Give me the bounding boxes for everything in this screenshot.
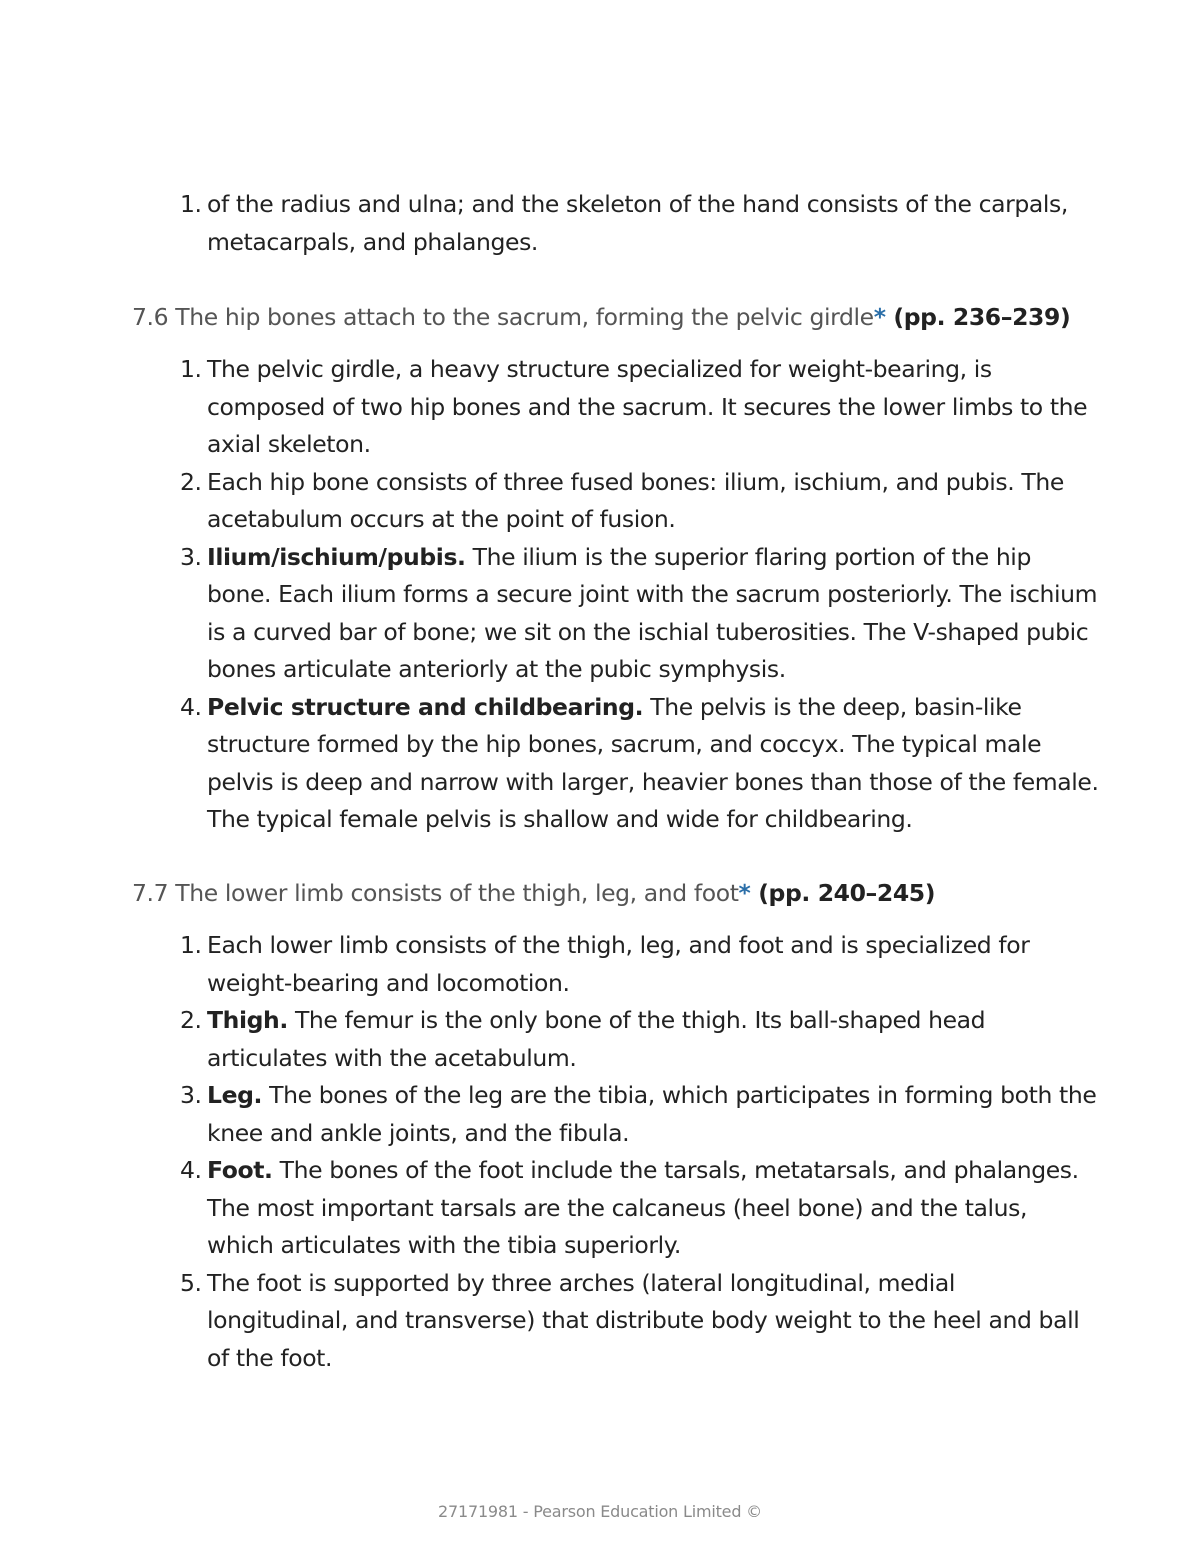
item-number: 1.	[180, 190, 202, 218]
asterisk-mark: *	[738, 879, 751, 907]
section-7-6-list	[0, 351, 1100, 839]
item-lead: Ilium/ischium/pubis.	[207, 542, 466, 571]
item-number: 3.	[180, 542, 202, 571]
item-number: 1.	[180, 931, 202, 959]
list-item	[0, 539, 1100, 689]
item-text: The pelvic girdle, a heavy structure specialized for weight-bearing, is composed of two hip bones and the sacrum. It secures the lower limbs to the axial skeleton.	[207, 355, 1088, 458]
item-text: The femur is the only bone of the thigh. Its ball-shaped head articulates with the acetabulum.	[207, 1006, 986, 1072]
list-item	[0, 1152, 1100, 1265]
item-lead: Pelvic structure and childbearing.	[207, 692, 644, 721]
page-reference: (pp. 236–239)	[885, 303, 1071, 331]
item-text: The bones of the leg are the tibia, which participates in forming both the knee and ankle joints, and the fibula.	[207, 1081, 1097, 1147]
item-text: Each lower limb consists of the thigh, leg, and foot and is specialized for weight-bearing and locomotion.	[207, 931, 1030, 997]
item-lead: Foot.	[207, 1156, 273, 1184]
item-text: The ilium is the superior flaring portion of the hip bone. Each ilium forms a secure joint with the sacrum posteriorly. The ischium is a curved bar of bone; we sit on the ischial tuberosities. The V-shaped pubic bones articulate anteriorly at the pubic symphysis.	[207, 542, 1098, 683]
list-item	[0, 1265, 1100, 1378]
asterisk-mark: *	[873, 303, 886, 331]
item-lead: Leg.	[207, 1081, 263, 1109]
item-number: 5.	[180, 1268, 202, 1297]
item-number: 4.	[180, 692, 202, 721]
list-item	[0, 351, 1100, 464]
section-heading-7-7	[132, 878, 935, 908]
intro-list	[0, 186, 1100, 261]
item-text: The pelvis is the deep, basin-like structure formed by the hip bones, sacrum, and coccyx. The typical male pelvis is deep and narrow with larger, heavier bones than those of the female. The typical female pelvis is shallow and wide for childbearing.	[207, 692, 1099, 833]
item-number: 2.	[180, 467, 202, 496]
item-lead: Thigh.	[207, 1006, 288, 1034]
list-item	[0, 1002, 1100, 1077]
section-title: 7.7 The lower limb consists of the thigh, leg, and foot	[132, 879, 739, 907]
section-title: 7.6 The hip bones attach to the sacrum, forming the pelvic girdle	[132, 303, 874, 331]
item-text: Each hip bone consists of three fused bones: ilium, ischium, and pubis. The acetabulum occurs at the point of fusion.	[207, 467, 1064, 533]
list-item	[0, 464, 1100, 539]
list-item	[0, 186, 1100, 261]
list-item	[0, 927, 1100, 1002]
item-number: 3.	[180, 1081, 202, 1109]
item-number: 2.	[180, 1006, 202, 1034]
section-7-7-list	[0, 927, 1100, 1377]
page-footer: 27171981 - Pearson Education Limited ©	[438, 1502, 762, 1521]
item-text: The foot is supported by three arches (lateral longitudinal, medial longitudinal, and transverse) that distribute body weight to the heel and ball of the foot.	[207, 1268, 1080, 1372]
section-heading-7-6	[132, 302, 1070, 332]
list-item	[0, 1077, 1100, 1152]
list-item	[0, 689, 1100, 839]
item-text: of the radius and ulna; and the skeleton of the hand consists of the carpals, metacarpals, and phalanges.	[207, 190, 1068, 256]
item-number: 4.	[180, 1156, 202, 1184]
item-text: The bones of the foot include the tarsals, metatarsals, and phalanges. The most important tarsals are the calcaneus (heel bone) and the talus, which articulates with the tibia superiorly.	[207, 1156, 1079, 1259]
page-reference: (pp. 240–245)	[750, 879, 936, 907]
item-number: 1.	[180, 355, 202, 383]
